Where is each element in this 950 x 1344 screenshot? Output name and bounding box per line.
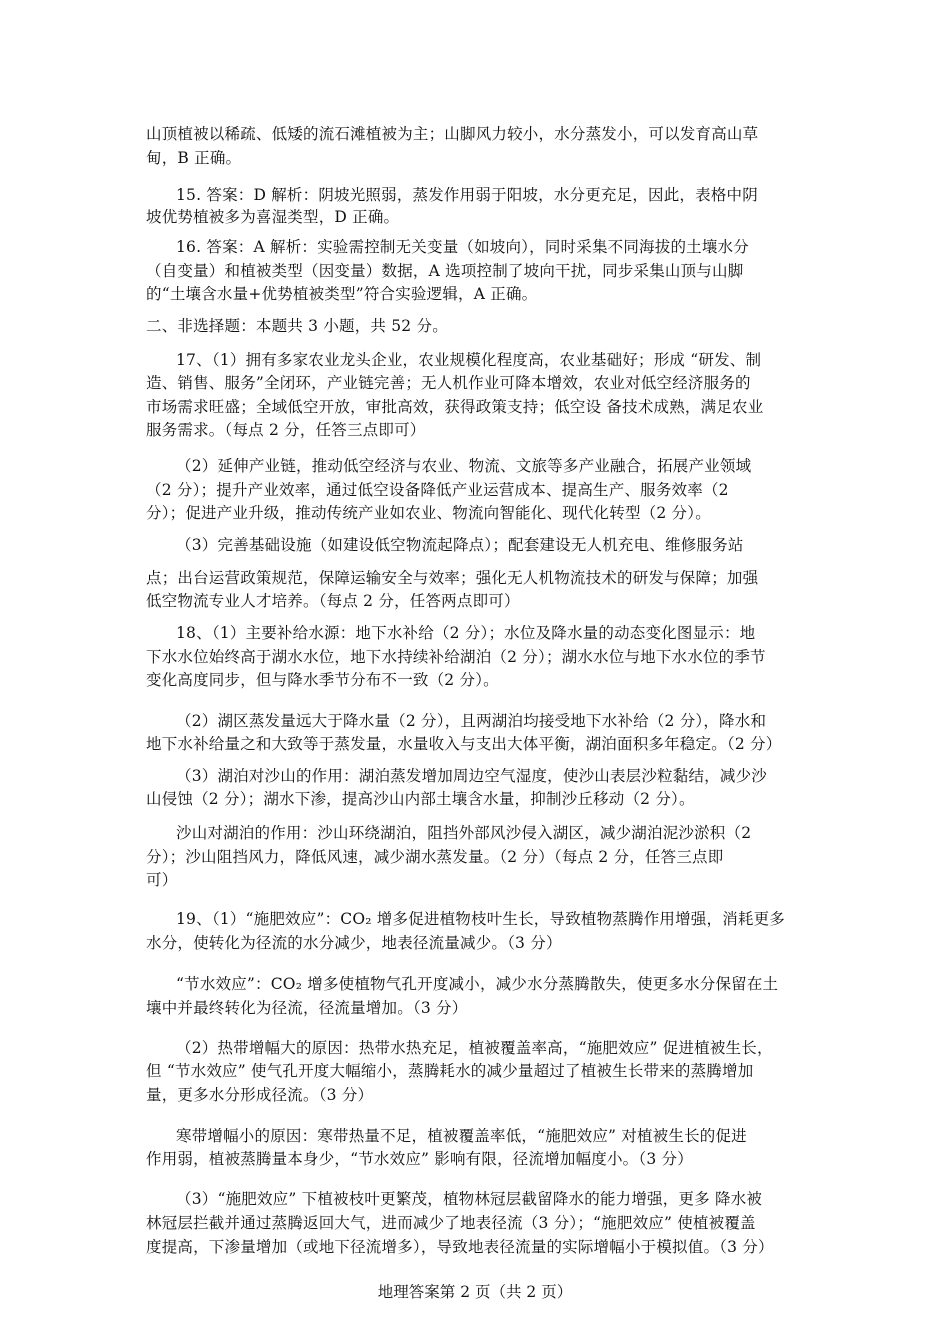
text-line: 分）；促进产业升级，推动传统产业如农业、物流向智能化、现代化转型（2 分）。 — [146, 504, 711, 522]
text-line: 服务需求。（每点 2 分，任答三点即可） — [146, 421, 426, 439]
text-line: （2）湖区蒸发量远大于降水量（2 分），且两湖泊均接受地下水补给（2 分），降水和 — [176, 712, 767, 730]
text-line: 山侵蚀（2 分）；湖水下渗，提高沙山内部土壤含水量，抑制沙丘移动（2 分）。 — [146, 790, 695, 808]
text-line: 低空物流专业人才培养。（每点 2 分，任答两点即可） — [146, 592, 520, 610]
text-line: “节水效应”：CO₂ 增多使植物气孔开度减小，减少水分蒸腾散失，使更多水分保留在土 — [176, 975, 779, 993]
text-line: 林冠层拦截并通过蒸腾返回大气，进而减少了地表径流（3 分）；“施肥效应” 使植被覆盖 — [146, 1214, 756, 1232]
text-line: 可） — [146, 871, 178, 889]
text-line: 分）；沙山阻挡风力，降低风速，减少湖水蒸发量。（2 分）（每点 2 分，任答三点即 — [146, 848, 724, 866]
text-line: （2）延伸产业链，推动低空经济与农业、物流、文旅等多产业融合，拓展产业领域 — [176, 457, 752, 475]
text-line: 17、（1）拥有多家农业龙头企业，农业规模化程度高，农业基础好；形成 “研发、制 — [176, 351, 762, 369]
text-line: 甸，B 正确。 — [146, 149, 242, 167]
text-line: 量，更多水分形成径流。（3 分） — [146, 1086, 374, 1104]
text-line: 下水水位始终高于湖水水位，地下水持续补给湖泊（2 分）；湖水水位与地下水水位的季节 — [146, 648, 766, 666]
text-line: 18、（1）主要补给水源：地下水补给（2 分）；水位及降水量的动态变化图显示：地 — [176, 624, 756, 642]
text-line: 山顶植被以稀疏、低矮的流石滩植被为主；山脚风力较小，水分蒸发小，可以发育高山草 — [146, 125, 759, 143]
text-line: 的“土壤含水量+优势植被类型”符合实验逻辑，A 正确。 — [146, 285, 538, 303]
text-line: 19、（1）“施肥效应”：CO₂ 增多促进植物枝叶生长，导致植物蒸腾作用增强，消耗更多 — [176, 910, 785, 928]
text-line: 但 “节水效应” 使气孔开度大幅缩小，蒸腾耗水的减少量超过了植被生长带来的蒸腾增加 — [146, 1062, 754, 1080]
text-line: （自变量）和植被类型（因变量）数据，A 选项控制了坡向干扰，同步采集山顶与山脚 — [146, 262, 744, 280]
text-line: 坡优势植被多为喜湿类型，D 正确。 — [146, 208, 400, 226]
text-line: 市场需求旺盛；全域低空开放，审批高效，获得政策支持；低空设 备技术成熟，满足农业 — [146, 398, 764, 416]
text-line: 壤中并最终转化为径流，径流量增加。（3 分） — [146, 999, 468, 1017]
text-line: （3）湖泊对沙山的作用：湖泊蒸发增加周边空气湿度，使沙山表层沙粒黏结，减少沙 — [176, 767, 767, 785]
text-line: 15. 答案：D 解析：阴坡光照弱，蒸发作用弱于阳坡，水分更充足，因此，表格中阴 — [176, 186, 758, 204]
text-line: （2）热带增幅大的原因：热带水热充足，植被覆盖率高，“施肥效应” 促进植被生长， — [176, 1039, 773, 1057]
text-line: （3）“施肥效应” 下植被枝叶更繁茂，植物林冠层截留降水的能力增强，更多 降水被 — [176, 1190, 763, 1208]
text-line: 点；出台运营政策规范，保障运输安全与效率；强化无人机物流技术的研发与保障；加强 — [146, 569, 759, 587]
text-line: 度提高，下渗量增加（或地下径流增多），导致地表径流量的实际增幅小于模拟值。（3 分） — [146, 1238, 774, 1256]
text-line: 造、销售、服务”全闭环，产业链完善；无人机作业可降本增效，农业对低空经济服务的 — [146, 374, 751, 392]
text-line: 作用弱，植被蒸腾量本身少，“节水效应” 影响有限，径流增加幅度小。（3 分） — [146, 1150, 693, 1168]
section-heading: 二、非选择题：本题共 3 小题，共 52 分。 — [146, 317, 448, 335]
text-line: 沙山对湖泊的作用：沙山环绕湖泊，阻挡外部风沙侵入湖区，减少湖泊泥沙淤积（2 — [176, 824, 752, 842]
text-line: （2 分）；提升产业效率，通过低空设备降低产业运营成本、提高生产、服务效率（2 — [146, 481, 729, 499]
text-line: 寒带增幅小的原因：寒带热量不足，植被覆盖率低，“施肥效应” 对植被生长的促进 — [176, 1127, 747, 1145]
text-line: 水分，使转化为径流的水分减少，地表径流量减少。（3 分） — [146, 934, 562, 952]
text-line: 16. 答案：A 解析：实验需控制无关变量（如坡向），同时采集不同海拔的土壤水分 — [176, 238, 749, 256]
text-line: （3）完善基础设施（如建设低空物流起降点）；配套建设无人机充电、维修服务站 — [176, 536, 744, 554]
text-line: 地下水补给量之和大致等于蒸发量，水量收入与支出大体平衡，湖泊面积多年稳定。（2 分） — [146, 735, 782, 753]
page-footer: 地理答案第 2 页（共 2 页） — [377, 1283, 573, 1301]
text-line: 变化高度同步，但与降水季节分布不一致（2 分）。 — [146, 671, 499, 689]
